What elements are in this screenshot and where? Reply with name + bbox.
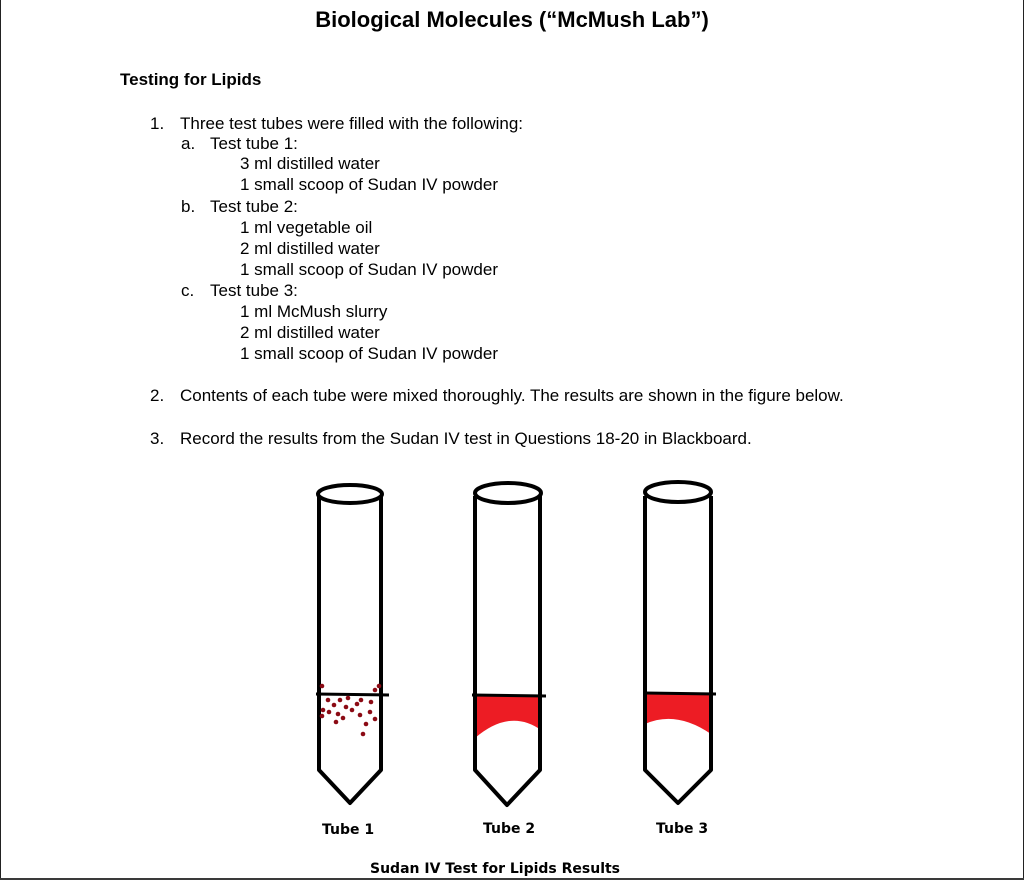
step-2-number: 2. — [150, 386, 165, 405]
tube-1-content-2: 1 small scoop of Sudan IV powder — [240, 175, 498, 194]
tube-3-content-3: 1 small scoop of Sudan IV powder — [240, 344, 498, 363]
figure-caption: Sudan IV Test for Lipids Results — [370, 861, 621, 877]
tube-3-name: Test tube 3: — [210, 281, 298, 300]
tube-2-name: Test tube 2: — [210, 197, 298, 216]
tube-3-content-2: 2 ml distilled water — [240, 323, 380, 342]
page-title: Biological Molecules (“McMush Lab”) — [315, 7, 709, 32]
tube-3-drawing — [645, 482, 716, 803]
tube-1-name: Test tube 1: — [210, 134, 298, 153]
tube-1-droplets — [320, 684, 382, 737]
tube-3-body — [645, 496, 711, 803]
tube-3-liquid-line — [645, 693, 716, 694]
tube-1-drawing — [316, 485, 389, 803]
section-heading: Testing for Lipids — [120, 70, 262, 89]
step-3-number: 3. — [150, 429, 165, 448]
tube-2-content-2: 2 ml distilled water — [240, 239, 380, 258]
tube-3-content-1: 1 ml McMush slurry — [240, 302, 388, 321]
tube-3-label: Tube 3 — [656, 821, 709, 837]
step-1-number: 1. — [150, 114, 165, 133]
step-3-text: Record the results from the Sudan IV test in Questions 18-20 in Blackboard. — [180, 429, 752, 448]
tube-1-body — [319, 496, 381, 803]
tube-1-rim — [318, 485, 382, 503]
tube-1-content-1: 3 ml distilled water — [240, 154, 380, 173]
tube-2-letter: b. — [181, 197, 196, 216]
tube-2-content-3: 1 small scoop of Sudan IV powder — [240, 260, 498, 279]
tube-2-liquid-line — [472, 695, 546, 696]
tube-3-letter: c. — [181, 281, 195, 300]
tube-1-letter: a. — [181, 134, 196, 153]
tube-2-content-1: 1 ml vegetable oil — [240, 218, 373, 237]
tube-2-red-layer — [475, 695, 541, 738]
tube-2-body — [475, 496, 540, 805]
tube-3-red-layer — [645, 693, 711, 734]
tube-1-label: Tube 1 — [322, 822, 375, 838]
tube-1-liquid-line — [316, 694, 389, 695]
tube-2-rim — [475, 483, 541, 503]
tube-2-drawing — [472, 483, 546, 805]
tube-2-label: Tube 2 — [483, 821, 536, 837]
step-1-text: Three test tubes were filled with the following: — [180, 114, 524, 133]
tube-3-rim — [645, 482, 711, 502]
step-2-text: Contents of each tube were mixed thoroughly. The results are shown in the figure below. — [180, 386, 844, 405]
